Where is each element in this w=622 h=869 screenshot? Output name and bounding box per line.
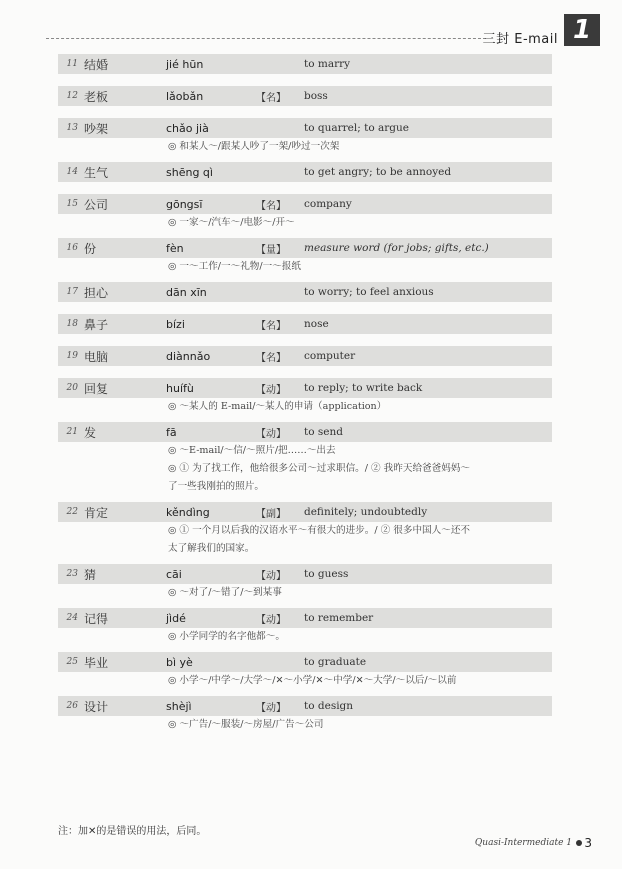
series-name: Quasi-Intermediate 1: [474, 838, 572, 848]
entry-number: 20: [66, 383, 78, 393]
entry-hanzi: 生气: [84, 165, 109, 180]
entry-number: 14: [66, 167, 78, 177]
entry-definition: to graduate: [304, 656, 367, 668]
entry-number: 24: [66, 613, 78, 623]
vocab-row: [58, 86, 552, 106]
entry-example: ◎ ① 为了找工作，他给很多公司～过求职信。/ ② 我昨天给爸爸妈妈～: [168, 463, 471, 474]
entry-part-of-speech: 【名】: [256, 320, 286, 332]
entry-number: 17: [66, 287, 78, 297]
vocab-entry: [58, 282, 552, 314]
entry-pinyin: gōngsī: [166, 197, 203, 211]
entry-part-of-speech: 【动】: [256, 428, 286, 440]
entry-number: 21: [66, 427, 78, 437]
entry-definition: to design: [304, 700, 354, 712]
chapter-title: 三封 E-mail: [482, 32, 558, 47]
entry-number: 16: [66, 243, 78, 253]
vocab-entry: [58, 346, 552, 378]
entry-example: ◎ ～E-mail/～信/～照片/把……～出去: [168, 445, 336, 456]
page-number: 3: [584, 836, 592, 850]
vocab-row: [58, 162, 552, 182]
entry-definition: computer: [304, 350, 356, 362]
entry-pinyin: fā: [166, 425, 177, 439]
entry-pinyin: shēng qì: [166, 165, 213, 179]
entry-part-of-speech: 【动】: [256, 614, 286, 626]
vocab-entry: [58, 502, 552, 564]
vocab-row: [58, 608, 552, 628]
vocab-row: [58, 564, 552, 584]
entry-definition: company: [304, 198, 352, 210]
entry-hanzi: 回复: [84, 381, 109, 396]
entry-number: 19: [66, 351, 78, 361]
entry-definition: definitely; undoubtedly: [304, 506, 428, 518]
series-footer: [475, 838, 582, 848]
entry-part-of-speech: 【动】: [256, 570, 286, 582]
entry-hanzi: 公司: [84, 197, 109, 212]
entry-pinyin: chǎo jià: [166, 121, 209, 135]
vocab-row: [58, 346, 552, 366]
vocab-row: [58, 194, 552, 214]
vocab-entry: [58, 564, 552, 608]
header-rule: [46, 38, 486, 39]
entry-hanzi: 份: [84, 241, 97, 256]
chapter-number-badge: 1: [564, 14, 600, 46]
entry-hanzi: 老板: [84, 89, 109, 104]
vocab-row: [58, 238, 552, 258]
entry-example: 了一些我刚拍的照片。: [168, 481, 264, 492]
entry-example: ◎ 小学～/中学～/大学～/✕～小学/✕～中学/✕～大学/～以后/～以前: [168, 675, 457, 686]
entry-hanzi: 担心: [84, 285, 109, 300]
entry-pinyin: lǎobǎn: [166, 89, 204, 103]
vocab-row: [58, 652, 552, 672]
entry-number: 22: [66, 507, 78, 517]
entry-part-of-speech: 【动】: [256, 384, 286, 396]
entry-example: ◎ ～某人的 E-mail/～某人的申请（application）: [168, 401, 387, 412]
entry-part-of-speech: 【副】: [256, 508, 286, 520]
entry-example: ◎ 小学同学的名字他都～。: [168, 631, 285, 642]
entry-hanzi: 鼻子: [84, 317, 109, 332]
entry-part-of-speech: 【名】: [256, 92, 286, 104]
entry-hanzi: 结婚: [84, 57, 109, 72]
entry-definition: measure word (for jobs; gifts, etc.): [304, 242, 489, 254]
entry-example: 太了解我们的国家。: [168, 543, 255, 554]
entry-part-of-speech: 【动】: [256, 702, 286, 714]
vocab-entry: [58, 118, 552, 162]
entry-number: 13: [66, 123, 78, 133]
entry-hanzi: 电脑: [84, 349, 109, 364]
entry-hanzi: 记得: [84, 611, 109, 626]
entry-pinyin: jìdé: [166, 611, 186, 625]
entry-pinyin: bì yè: [166, 655, 193, 669]
entry-example: ◎ ～广告/～服装/～房屋/广告～公司: [168, 719, 324, 730]
entry-part-of-speech: 【名】: [256, 200, 286, 212]
entry-number: 25: [66, 657, 78, 667]
entry-number: 26: [66, 701, 78, 711]
vocab-row: [58, 118, 552, 138]
vocab-row: [58, 422, 552, 442]
vocab-entry: [58, 652, 552, 696]
vocab-entry: [58, 194, 552, 238]
entry-definition: to reply; to write back: [304, 382, 423, 394]
entry-pinyin: jié hūn: [166, 57, 204, 71]
vocab-row: [58, 502, 552, 522]
vocab-entry: [58, 162, 552, 194]
entry-definition: to guess: [304, 568, 349, 580]
entry-example: ◎ 一～工作/一～礼物/一～报纸: [168, 261, 302, 272]
entry-example: ◎ 一家～/汽车～/电影～/开～: [168, 217, 295, 228]
vocabulary-list: [58, 54, 552, 740]
entry-pinyin: fèn: [166, 241, 184, 255]
entry-example: ◎ ～对了/～错了/～到某事: [168, 587, 282, 598]
vocab-entry: [58, 314, 552, 346]
vocab-entry: [58, 54, 552, 86]
vocab-row: [58, 696, 552, 716]
page-header: [0, 0, 622, 52]
entry-hanzi: 设计: [84, 699, 109, 714]
vocab-row: [58, 282, 552, 302]
entry-hanzi: 猜: [84, 567, 97, 582]
entry-definition: to send: [304, 426, 343, 438]
vocab-row: [58, 378, 552, 398]
footnote: 注：加✕的是错误的用法，后同。: [58, 826, 207, 837]
vocab-entry: [58, 696, 552, 740]
entry-example: ◎ ① 一个月以后我的汉语水平～有很大的进步。/ ② 很多中国人～还不: [168, 525, 471, 536]
entry-definition: to remember: [304, 612, 374, 624]
entry-part-of-speech: 【量】: [256, 244, 286, 256]
vocab-entry: [58, 422, 552, 502]
entry-definition: boss: [304, 90, 328, 102]
vocab-row: [58, 314, 552, 334]
entry-pinyin: huífù: [166, 381, 194, 395]
bullet-icon: [576, 840, 582, 846]
vocab-entry: [58, 378, 552, 422]
entry-hanzi: 肯定: [84, 505, 109, 520]
entry-number: 18: [66, 319, 78, 329]
entry-pinyin: kěndìng: [166, 505, 210, 519]
vocab-entry: [58, 86, 552, 118]
vocab-entry: [58, 238, 552, 282]
entry-number: 23: [66, 569, 78, 579]
entry-pinyin: cāi: [166, 567, 182, 581]
entry-hanzi: 毕业: [84, 655, 109, 670]
entry-definition: to quarrel; to argue: [304, 122, 409, 134]
vocab-row: [58, 54, 552, 74]
entry-number: 15: [66, 199, 78, 209]
vocab-entry: [58, 608, 552, 652]
entry-pinyin: diànnǎo: [166, 349, 211, 363]
entry-pinyin: bízi: [166, 317, 185, 331]
entry-number: 11: [66, 59, 78, 69]
entry-definition: to marry: [304, 58, 351, 70]
entry-pinyin: shèjì: [166, 699, 192, 713]
entry-number: 12: [66, 91, 78, 101]
entry-pinyin: dān xīn: [166, 285, 207, 299]
entry-definition: to worry; to feel anxious: [304, 286, 434, 298]
entry-part-of-speech: 【名】: [256, 352, 286, 364]
entry-hanzi: 吵架: [84, 121, 109, 136]
entry-example: ◎ 和某人～/跟某人吵了一架/吵过一次架: [168, 141, 340, 152]
entry-hanzi: 发: [84, 425, 97, 440]
entry-definition: to get angry; to be annoyed: [304, 166, 452, 178]
entry-definition: nose: [304, 318, 329, 330]
